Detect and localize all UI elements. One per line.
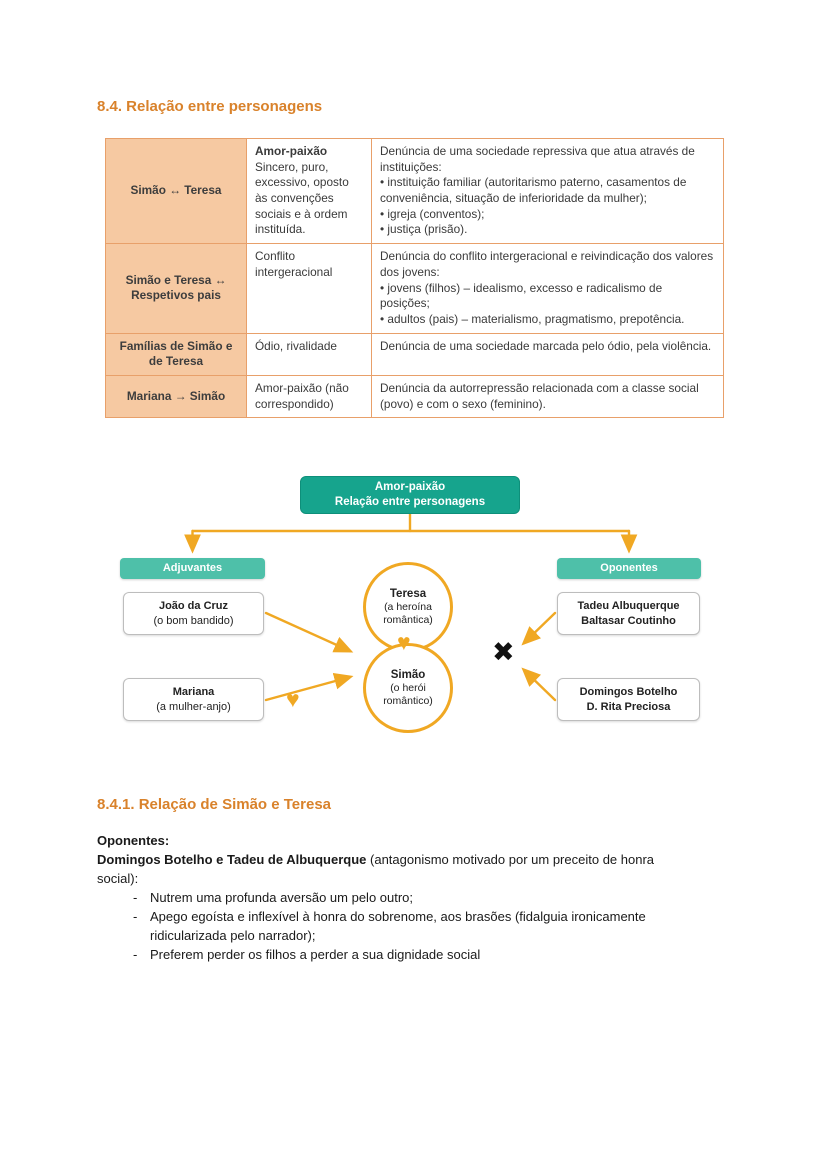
dash-bullet: - bbox=[133, 947, 138, 962]
diagram-title-line2: Relação entre personagens bbox=[334, 496, 486, 508]
characters-diagram bbox=[0, 470, 828, 735]
subsection-heading: 8.4.1. Relação de Simão e Teresa bbox=[97, 796, 332, 813]
list-item bbox=[133, 945, 747, 964]
simao-subtitle: (o herói romântico) bbox=[383, 682, 433, 708]
adjuvantes-header: Adjuvantes bbox=[120, 558, 265, 579]
simao-name: Simão bbox=[390, 668, 426, 681]
list-item-text: Nutrem uma profunda aversão um pelo outro; bbox=[150, 890, 414, 905]
type-title: Amor-paixão bbox=[255, 144, 328, 158]
dash-bullet: - bbox=[133, 890, 138, 905]
diagram-title-box bbox=[300, 476, 520, 514]
list-item bbox=[133, 907, 747, 945]
table-row bbox=[106, 333, 724, 375]
type-body: Ódio, rivalidade bbox=[255, 338, 337, 353]
oponentes-header: Oponentes bbox=[557, 558, 701, 579]
denuncia-line: • adultos (pais) – materialismo, pragmatismo, prepotência. bbox=[380, 311, 685, 326]
denuncia-line: Denúncia do conflito intergeracional e reivindicação dos valores dos jovens: bbox=[380, 249, 714, 279]
denuncia-line: • justiça (prisão). bbox=[380, 222, 468, 237]
denuncia-cell bbox=[372, 333, 724, 375]
mariana-box bbox=[123, 678, 264, 721]
relation-cell: Mariana → Simão bbox=[106, 375, 247, 417]
teresa-subtitle: (a heroína romântica) bbox=[383, 601, 433, 627]
denuncia-line: • igreja (conventos); bbox=[380, 206, 485, 221]
table-row bbox=[106, 244, 724, 333]
denuncia-cell bbox=[372, 139, 724, 244]
joao-name: João da Cruz bbox=[158, 599, 229, 612]
denuncia-line: Denúncia da autorrepressão relacionada com a classe social (povo) e com o sexo (feminino). bbox=[380, 380, 699, 411]
table-row bbox=[106, 375, 724, 417]
denuncia-line: • jovens (filhos) – idealismo, excesso e radicalismo de posições; bbox=[380, 280, 663, 311]
domingos-rita-box bbox=[557, 678, 700, 721]
antagonists-names: Domingos Botelho e Tadeu de Albuquerque bbox=[97, 852, 367, 867]
type-body: Conflito intergeracional bbox=[255, 249, 333, 279]
section-841 bbox=[97, 795, 747, 964]
rita-name: D. Rita Preciosa bbox=[586, 700, 671, 713]
heart-icon: ♥ bbox=[397, 629, 411, 655]
type-cell bbox=[247, 333, 372, 375]
list-item-text: Apego egoísta e inflexível à honra do sobrenome, aos brasões (fidalguia ironicamente ridicularizada pelo narrador); bbox=[150, 909, 646, 943]
heart-icon: ♥ bbox=[286, 686, 300, 712]
type-cell bbox=[247, 375, 372, 417]
denuncia-cell bbox=[372, 375, 724, 417]
baltasar-name: Baltasar Coutinho bbox=[581, 614, 676, 627]
antagonism-description: (antagonismo motivado por um preceito de honra social): bbox=[97, 852, 655, 886]
relation-cell: Famílias de Simão e de Teresa bbox=[106, 333, 247, 375]
denuncia-line: Denúncia de uma sociedade repressiva que atua através de instituições: bbox=[380, 144, 695, 174]
oponentes-list bbox=[133, 888, 747, 964]
type-body: Amor-paixão (não correspondido) bbox=[255, 380, 349, 411]
simao-circle bbox=[363, 643, 453, 733]
diagram-title-line1: Amor-paixão bbox=[374, 481, 446, 494]
tadeu-name: Tadeu Albuquerque bbox=[577, 599, 680, 612]
relation-cell: Simão ↔ Teresa bbox=[106, 139, 247, 244]
tadeu-baltasar-box bbox=[557, 592, 700, 635]
denuncia-line: Denúncia de uma sociedade marcada pelo ódio, pela violência. bbox=[380, 338, 712, 353]
denuncia-line: • instituição familiar (autoritarismo paterno, casamentos de conveniência, situação de inferioridade da mulher); bbox=[380, 175, 687, 206]
type-cell bbox=[247, 244, 372, 333]
relations-table bbox=[105, 138, 724, 418]
teresa-name: Teresa bbox=[389, 587, 427, 600]
section-heading: 8.4. Relação entre personagens bbox=[97, 98, 323, 115]
type-body: Sincero, puro, excessivo, oposto às convenções sociais e à ordem instituída. bbox=[255, 159, 349, 237]
oponentes-label: Oponentes: bbox=[97, 833, 170, 848]
denuncia-cell bbox=[372, 244, 724, 333]
list-item-text: Preferem perder os filhos a perder a sua dignidade social bbox=[150, 947, 481, 962]
table-row bbox=[106, 139, 724, 244]
list-item bbox=[133, 888, 747, 907]
domingos-name: Domingos Botelho bbox=[579, 685, 678, 698]
dash-bullet: - bbox=[133, 909, 138, 924]
mariana-subtitle: (a mulher-anjo) bbox=[156, 700, 231, 713]
joao-da-cruz-box bbox=[123, 592, 264, 635]
antagonism-paragraph bbox=[97, 850, 677, 888]
joao-subtitle: (o bom bandido) bbox=[153, 614, 234, 627]
mariana-name: Mariana bbox=[172, 685, 215, 698]
block-x-icon: ✖ bbox=[492, 637, 515, 667]
type-cell bbox=[247, 139, 372, 244]
relation-cell: Simão e Teresa ↔ Respetivos pais bbox=[106, 244, 247, 333]
